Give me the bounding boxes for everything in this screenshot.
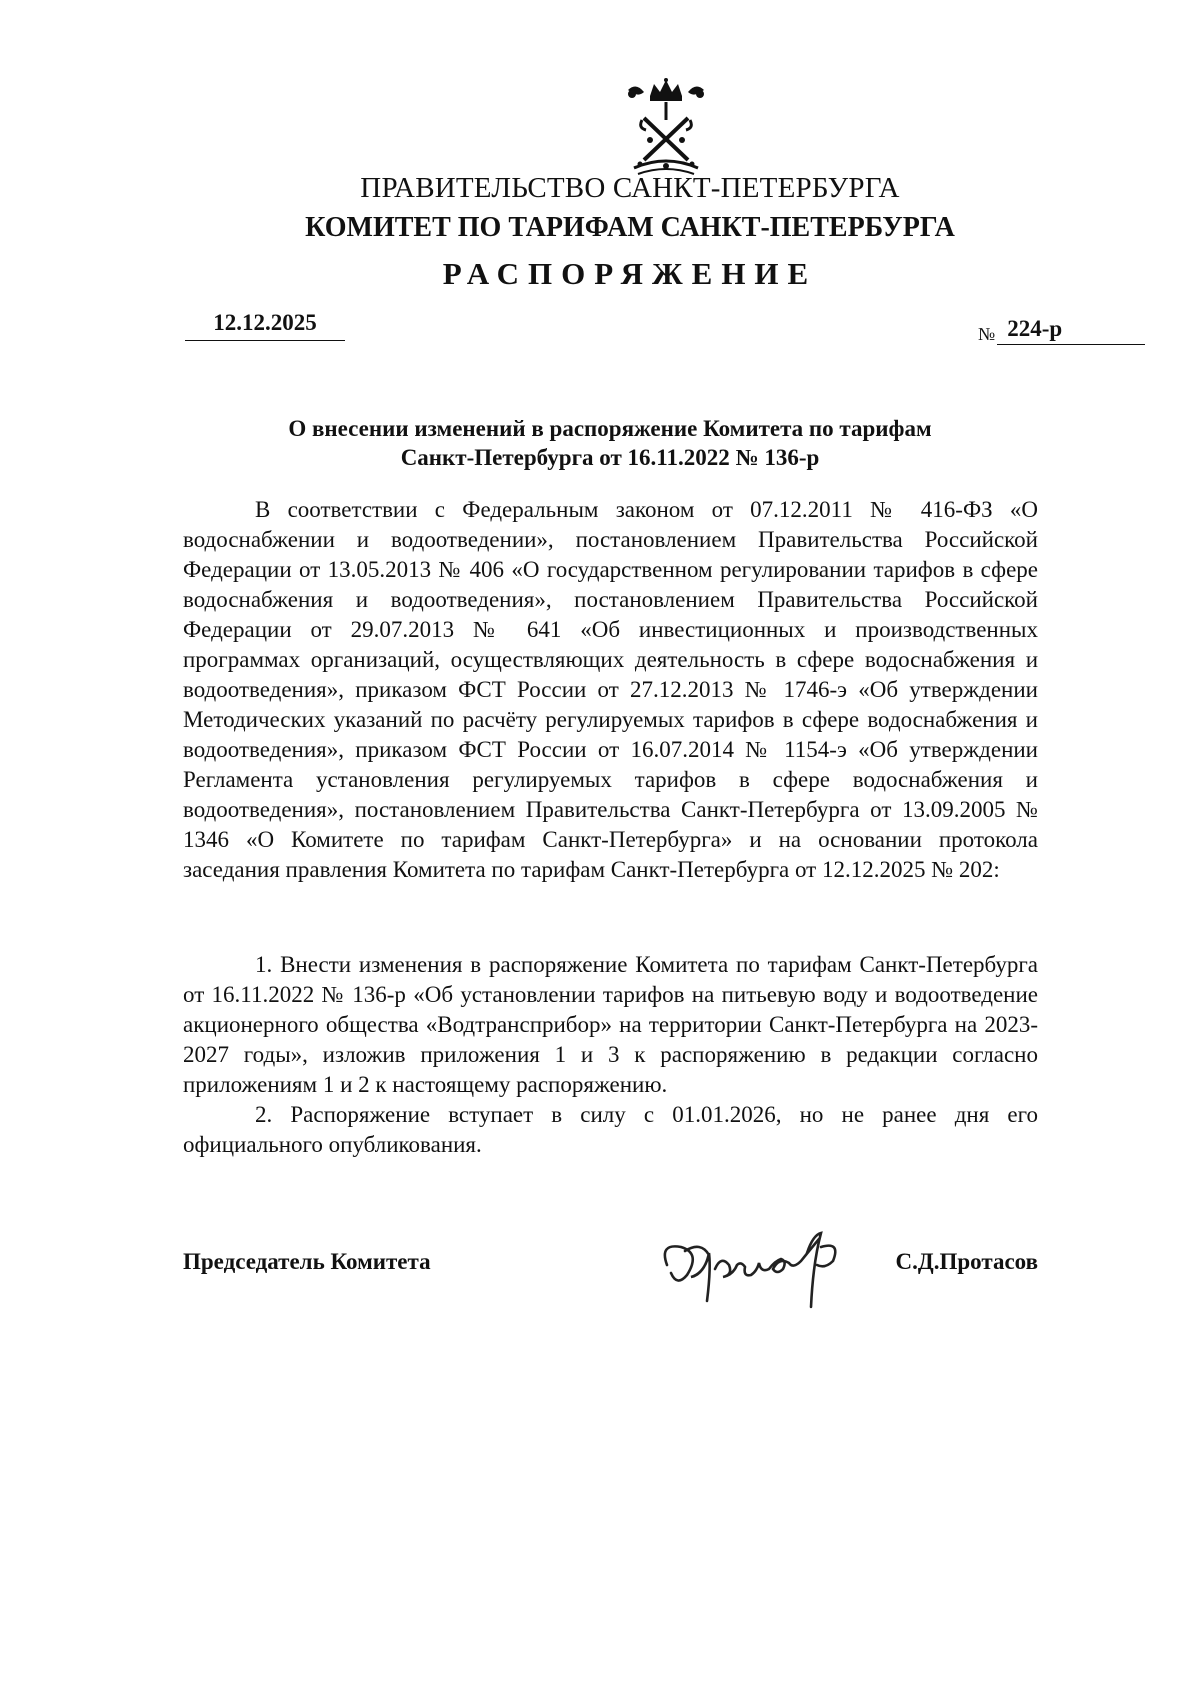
document-type: РАСПОРЯЖЕНИЕ — [442, 256, 818, 291]
document-number-block — [978, 316, 1145, 345]
order-items — [183, 950, 1038, 1160]
number-sign: № — [978, 324, 996, 344]
document-date: 12.12.2025 — [185, 310, 345, 341]
handwritten-signature — [645, 1213, 885, 1333]
signature-block — [183, 1233, 1038, 1343]
government-name: ПРАВИТЕЛЬСТВО САНКТ-ПЕТЕРБУРГА — [360, 172, 900, 204]
document-subject — [185, 414, 1035, 472]
document-number: 224-р — [997, 316, 1145, 345]
subject-line-2: Санкт-Петербурга от 16.11.2022 № 136-р — [400, 445, 820, 470]
preamble-paragraph: В соответствии с Федеральным законом от 07.12.2011 № 416-ФЗ «О водоснабжении и водоотведении», постановлением Правительства Российской Федерации от 13.05.2013 № 406 «О государственном регулировании тарифов в сфере водоснабжения и водоотведения», постановлением Правительства Российской Федерации от 29.07.2013 № 641 «Об инвестиционных и производственных программах организаций, осуществляющих деятельность в сфере водоснабжения и водоотведения», приказом ФСТ России от 27.12.2013 № 1746-э «Об утверждении Методических указаний по расчёту регулируемых тарифов в сфере водоснабжения и водоотведения», приказом ФСТ России от 16.07.2014 № 1154-э «Об утверждении Регламента установления регулируемых тарифов в сфере водоснабжения и водоотведения», постановлением Правительства Санкт-Петербурга от 13.09.2005 № 1346 «О Комитете по тарифам Санкт-Петербурга» и на основании протокола заседания правления Комитета по тарифам Санкт-Петербурга от 12.12.2025 № 202: — [183, 497, 1038, 882]
committee-name: КОМИТЕТ ПО ТАРИФАМ САНКТ-ПЕТЕРБУРГА — [305, 212, 955, 243]
order-item-1: 1. Внести изменения в распоряжение Комитета по тарифам Санкт-Петербурга от 16.11.2022 № 136-р «Об установлении тарифов на питьевую воду и водоотведение акционерного общества «Водтрансприбор» на территории Санкт-Петербурга на 2023-2027 годы», изложив приложения 1 и 3 к распоряжению в редакции согласно приложениям 1 и 2 к настоящему распоряжению. — [183, 952, 1038, 1097]
signatory-name: С.Д.Протасов — [895, 1249, 1038, 1274]
preamble — [183, 495, 1038, 885]
subject-line-1: О внесении изменений в распоряжение Комитета по тарифам — [288, 416, 932, 441]
order-item-2: 2. Распоряжение вступает в силу с 01.01.2026, но не ранее дня его официального опубликования. — [183, 1102, 1038, 1157]
coat-of-arms-icon — [620, 78, 712, 178]
signatory-position: Председатель Комитета — [183, 1249, 431, 1274]
